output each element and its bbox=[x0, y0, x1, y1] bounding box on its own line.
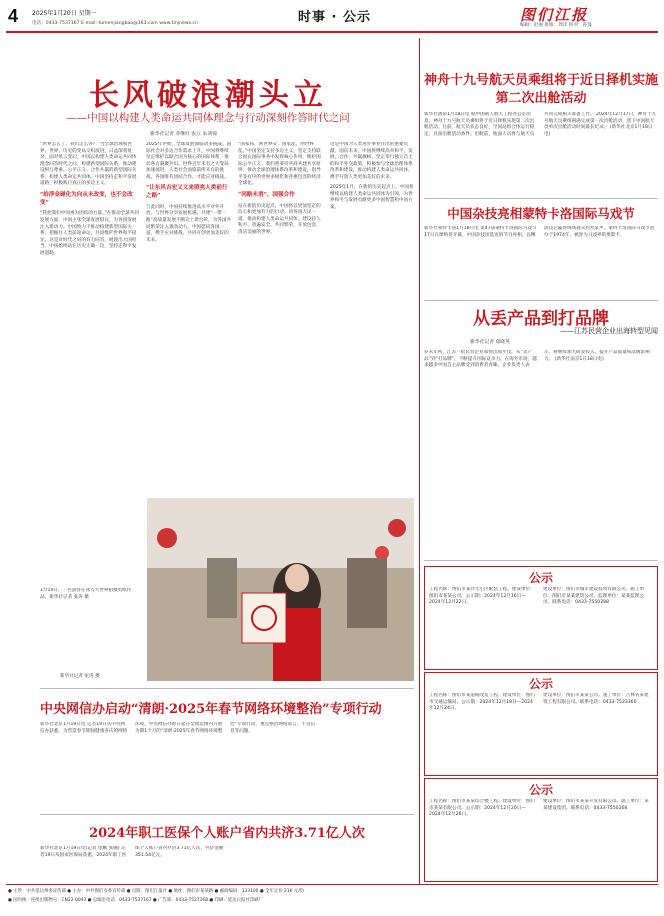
lead-column-4 bbox=[330, 142, 414, 492]
lead-title: 长风破浪潮头立 bbox=[89, 78, 327, 113]
divider bbox=[424, 560, 658, 561]
photo-credit: 新华社记者 张涛 摄 bbox=[60, 674, 100, 679]
brand-title: 从丢产品到打品牌 bbox=[473, 309, 609, 329]
lead-col3-subhead: “同路未消”、国强合作 bbox=[238, 191, 295, 198]
brand-subtitle: ——江苏民营企业出海转型见闻 bbox=[560, 327, 658, 335]
lead-subtitle: ——中国以构建人类命运共同体理念与行动深刻作答时代之问 bbox=[66, 112, 350, 124]
notice-heading: 公示 bbox=[528, 677, 553, 691]
netcleanup-body: 新华社北京1月19日电 记者19日从中央网信办获悉，为营造春节期间健康喜庆的网络环境，中央网信办即日起在全国范围内开展为期1个月的“清朗·2025年春节网络环境整治”专项行动，重点整治网络谣言、不良信息等问题。 bbox=[40, 722, 316, 734]
divider bbox=[424, 300, 658, 301]
header-rule bbox=[6, 31, 658, 33]
shenzhou-body-text-2: 2024年12月17日，神舟十九号航天员乘组圆满完成第一次出舱活动，创下中国航天员单次出舱活动时间最长纪录。 bbox=[544, 112, 657, 131]
acrobatics-title: 中国杂技亮相蒙特卡洛国际马戏节 bbox=[447, 206, 635, 221]
divider bbox=[40, 688, 414, 689]
lead-col1-subhead: “给浮金碰化为向从未改变，也不会改变” bbox=[40, 191, 133, 206]
notice-left-text: 工程名称：图们市某某综合楼工程。建设单位：图们市某某有限公司。公示期：2024年12月20日—2024年12月26日。 bbox=[429, 799, 535, 818]
shenzhou-body-text: 新华社酒泉1月18日电 据中国载人航天工程办公室消息，神舟十九号航天员乘组将于近日择机实施第二次出舱活动。目前，航天员状态良好，空间站组合体运行稳定，具备出舱活动条件。出舱前，地面人员将与航天员共同完成相关准备工作。 bbox=[424, 112, 595, 137]
lead-col1-text: “世界怎么了、我们怎么办？”当全球治理和世界、世界、历史的变局交织演进，日益深刻复杂，面对风云变幻，中国以构建人类命运共同体理念回答时代之问。构建新型国际关系，推动建设相互尊重、公平正义、合作共赢的新型国际关系，构建人类命运共同体。中国坚持走和平发展道路，积极践行真正的多边主义。 bbox=[40, 142, 137, 187]
page-number: 4 bbox=[8, 6, 19, 26]
notice-heading: 公示 bbox=[528, 783, 553, 797]
notice-right-text: 建设单位：图们市某某公司。施工单位：吉林省某建筑工程有限公司。联系电话：0433-7533360 bbox=[543, 693, 649, 705]
shenzhou-title: 神舟十九号航天员乘组将于近日择机实施第二次出舱活动 bbox=[424, 73, 659, 106]
divider bbox=[424, 198, 658, 199]
notice-right-text: 建设单位：图们市某某开发有限公司。施工单位：某某建设集团。联系电话：0433-7550268 bbox=[543, 799, 649, 811]
brand-byline: 新华社记者 郑晓英 bbox=[470, 340, 510, 345]
lead-col2-subhead: “让东风吉宏又又来照亮人类前行之路” bbox=[146, 185, 228, 200]
notice-heading: 公示 bbox=[528, 571, 553, 585]
shenzhou-end: (新华社北京1月18日电) bbox=[544, 125, 653, 137]
footer-rule bbox=[6, 884, 658, 885]
lead-col4-text: 这是中国为人类进步事业作出的重要贡献。面向未来，中国将继续高举和平、发展、合作、共赢旗帜，坚定奉行独立自主的和平外交政策，积极参与全球治理体系改革和建设，推动构建人类命运共同体，携手开创人类更加美好的未来。 bbox=[330, 142, 413, 180]
lead-byline: 新华社记者 乔继红 张立 朱鸿锦 bbox=[150, 132, 217, 137]
lead-column-2 bbox=[146, 142, 232, 492]
lead-photo bbox=[147, 498, 414, 681]
divider bbox=[40, 814, 414, 815]
lead-col2-text: 2025年伊始，全球发展面临诸多挑战。国际社会对多边合作需求上升，中国将继续坚定维护以联合国为核心的国际体系，推动各方凝聚共识。世界百年未有之大变局加速演进，人类社会面临前所未有的挑战。各国唯有团结合作，才能应对挑战。 bbox=[146, 142, 232, 180]
newspaper-logo: 图们江报 bbox=[520, 6, 589, 24]
lead-col4b-text: 2025年1月，在新的历史起点上，中国将继续以构建人类命运共同体为引领，为世界和平与发展贡献更多中国智慧和中国方案。 bbox=[330, 185, 414, 210]
issue-date: 2025年1月20日 星期一 bbox=[32, 10, 97, 17]
notice-3 bbox=[424, 778, 658, 882]
netcleanup-title: 中央网信办启动“清朗·2025年春节网络环境整治”专项行动 bbox=[40, 702, 382, 717]
section-title: 时事 · 公示 bbox=[298, 10, 371, 25]
notice-1 bbox=[424, 566, 658, 670]
footer-line-1: ● 主管：中共延边州委宣传部 ● 主办：中共图们市委宣传部 ● 出版：图们江报社 ● 地址：图们市某某路 ● 邮政编码：133100 ● 全年定价 216 元/份 bbox=[8, 889, 305, 894]
lead-col3-text: “国家和，则世界安；国家乱，则世界乱。”中国坚定支持多边主义，坚定支持联合国在国际事务中发挥核心作用，维护国际公平正义。我们将秉持共商共建共享原则，推动全球治理体系改革和建设，倡导平等有序的世界多极化和普惠包容的经济全球化。 bbox=[238, 142, 321, 187]
shenzhou-body bbox=[424, 112, 658, 192]
lead-col1b-text: “我把我们中国视为团结的力量。”在推动全球共同发展方面，中国主张全球发展倡议，为各国发展注入新动力。中国致力于推动构建新型国际关系，把握住人类前途命运，共同维护世界和平稳定。这是对时代之问的有力回答，展现出大国担当。中国始终站在历史正确一边，坚持走和平发展道路。 bbox=[40, 211, 139, 256]
photo-illustration bbox=[147, 498, 414, 681]
notice-left-text: 工程名称：图们市某道路改造工程。建设单位：图们市交通运输局。公示期：2024年12月18日—2024年12月24日。 bbox=[429, 693, 535, 712]
editors-line: 编辑：赵丽 排版：周洋 校对：孙曼 bbox=[520, 23, 592, 28]
brand-end: (新华社南京1月18日电) bbox=[554, 356, 604, 362]
footer-line-2: ● 国内统一连续出版物号：CN22-0043 ● 总编室电话：0433-7537167 ● 广告部：0433-7537168 ● 印刷：延边日报社印刷厂 bbox=[8, 898, 263, 903]
photo-caption: 1月10日，一名游客在冰雪大世界拍摄剪纸作品。新华社记者 张涛 摄 bbox=[40, 588, 132, 600]
notice-right-text: 建设单位：图们市城市建设投资有限公司。施工单位：图们市某某建筑公司。监理单位：某某监理公司。联系电话：0433-7550288 bbox=[543, 587, 645, 606]
medical-insurance-body: 新华社北京1月19日电(记者 徐鹏 张碗) 记者19日从国家医保局获悉，2024年职工医保个人账户省内共济3.71亿人次，共济金额351.54亿元。 bbox=[40, 846, 224, 858]
lead-col3b-text: 站在新的历史起点，中国将以更加坚定的信心和更加有力的行动，同各国人民一道，推动构建人类命运共同体，建设持久和平、普遍安全、共同繁荣、开放包容、清洁美丽的世界。 bbox=[238, 203, 321, 235]
notice-left-text: 工程名称：图们市某住宅小区配套工程。建设单位：图们市某某公司。公示期：2024年12月16日—2024年12月22日。 bbox=[429, 587, 535, 606]
acrobatics-body: 新华社蒙特卡洛1月18日电 第47届蒙特卡洛国际马戏节17日在摩纳哥开幕，中国杂技团选送的节目亮相，以精湛技艺赢得现场观众热烈掌声。蒙特卡洛国际马戏节创办于1974年，被誉为马戏界的奥斯卡。 bbox=[424, 226, 655, 238]
lead-column-1 bbox=[40, 142, 140, 582]
contact-line: 电话：0433-7537167 E-mail: tumenjiangbao@163.com www.tmjnews.cn bbox=[32, 21, 198, 26]
lead-col2b-text: 与此同时，中国持续推进高水平对外开放，与世界分享发展机遇。共建“一带一路”高质量发展不断迈上新台阶，为各国共同繁荣注入强劲动力。中国愿同各国一道，携手应对挑战，共同开创更加美好的未来。 bbox=[146, 204, 232, 243]
brand-body-text: 岁末年初，江苏一批民营企业加快出海步伐，从“卖产品”到“打品牌”，不断提升国际竞争力。在海外市场，越来越多中国自主品牌受到消费者青睐。企业负责人表示，将继续加大研发投入，提升产品质量和品牌影响力。 bbox=[424, 350, 650, 369]
column-divider bbox=[419, 38, 420, 884]
medical-insurance-title: 2024年职工医保个人账户省内共济3.71亿人次 bbox=[89, 826, 365, 841]
lead-column-3 bbox=[238, 142, 324, 492]
notice-2 bbox=[424, 672, 658, 776]
brand-body bbox=[424, 350, 658, 550]
